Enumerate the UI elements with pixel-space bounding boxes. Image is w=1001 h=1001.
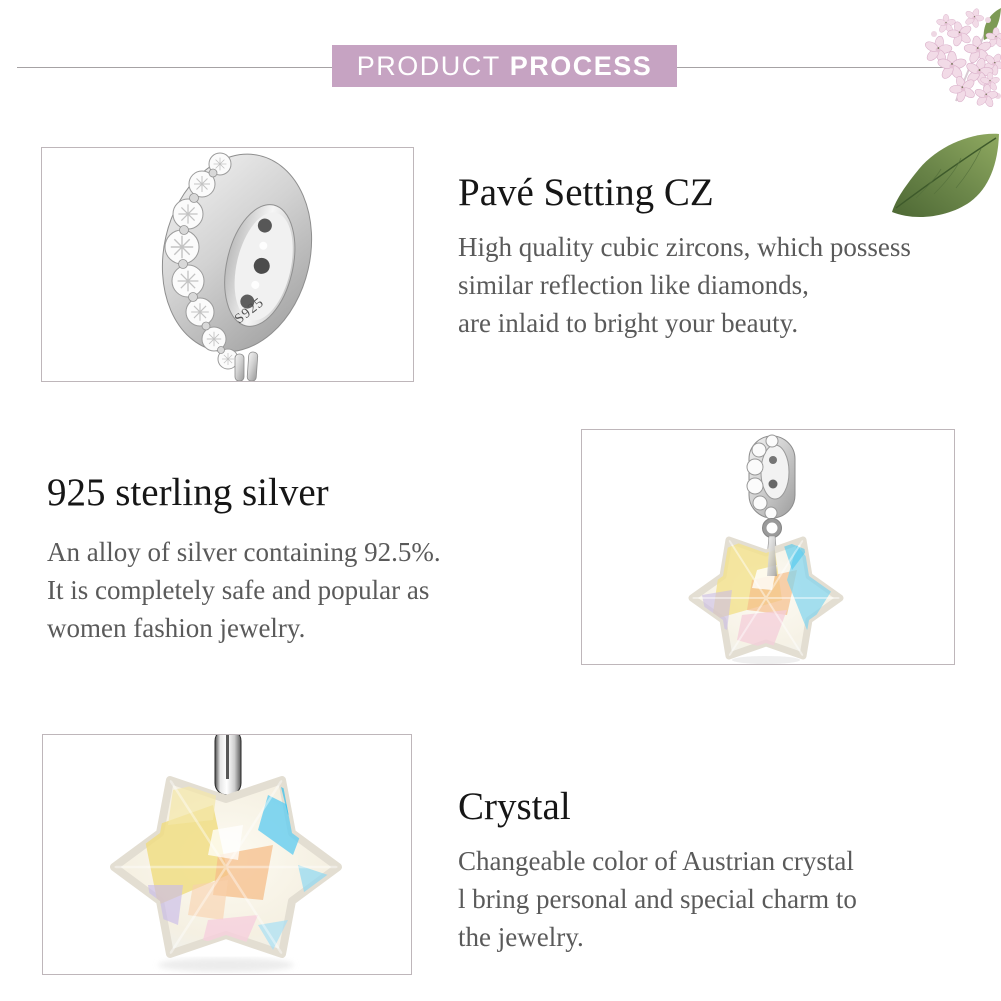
banner-word-product: PRODUCT [356, 50, 501, 81]
pave-section-text [458, 172, 993, 342]
crystal-closeup-image-panel [42, 734, 412, 975]
banner-word-process: PROCESS [509, 50, 653, 81]
pave-charm-image-panel [41, 147, 414, 382]
crystal-section-text [458, 786, 993, 956]
pave-body-line-3: are inlaid to bright your beauty. [458, 307, 799, 338]
pave-body-line-1: High quality cubic zircons, which possess [458, 231, 911, 262]
s925-engraving: S925 [232, 295, 268, 328]
dangle-charm-image-panel [581, 429, 955, 665]
silver-heading: 925 sterling silver [47, 471, 329, 514]
silver-body-line-3: women fashion jewelry. [47, 612, 306, 643]
silver-body-line-1: An alloy of silver containing 92.5%. [47, 536, 441, 567]
product-process-banner [332, 45, 677, 87]
pave-body-line-2: similar reflection like diamonds, [458, 269, 809, 300]
crystal-heading: Crystal [458, 785, 571, 828]
crystal-body-line-1: Changeable color of Austrian crystal [458, 845, 854, 876]
crystal-snowflake-closeup-image [43, 735, 411, 974]
pave-heading: Pavé Setting CZ [458, 171, 714, 214]
silver-section-text [47, 472, 567, 647]
silver-body-line-2: It is completely safe and popular as [47, 574, 430, 605]
crystal-body-line-2: l bring personal and special charm to [458, 883, 857, 914]
crystal-body-line-3: the jewelry. [458, 921, 584, 952]
pave-spacer-charm-image [42, 148, 413, 381]
snowflake-dangle-charm-image [582, 430, 954, 664]
